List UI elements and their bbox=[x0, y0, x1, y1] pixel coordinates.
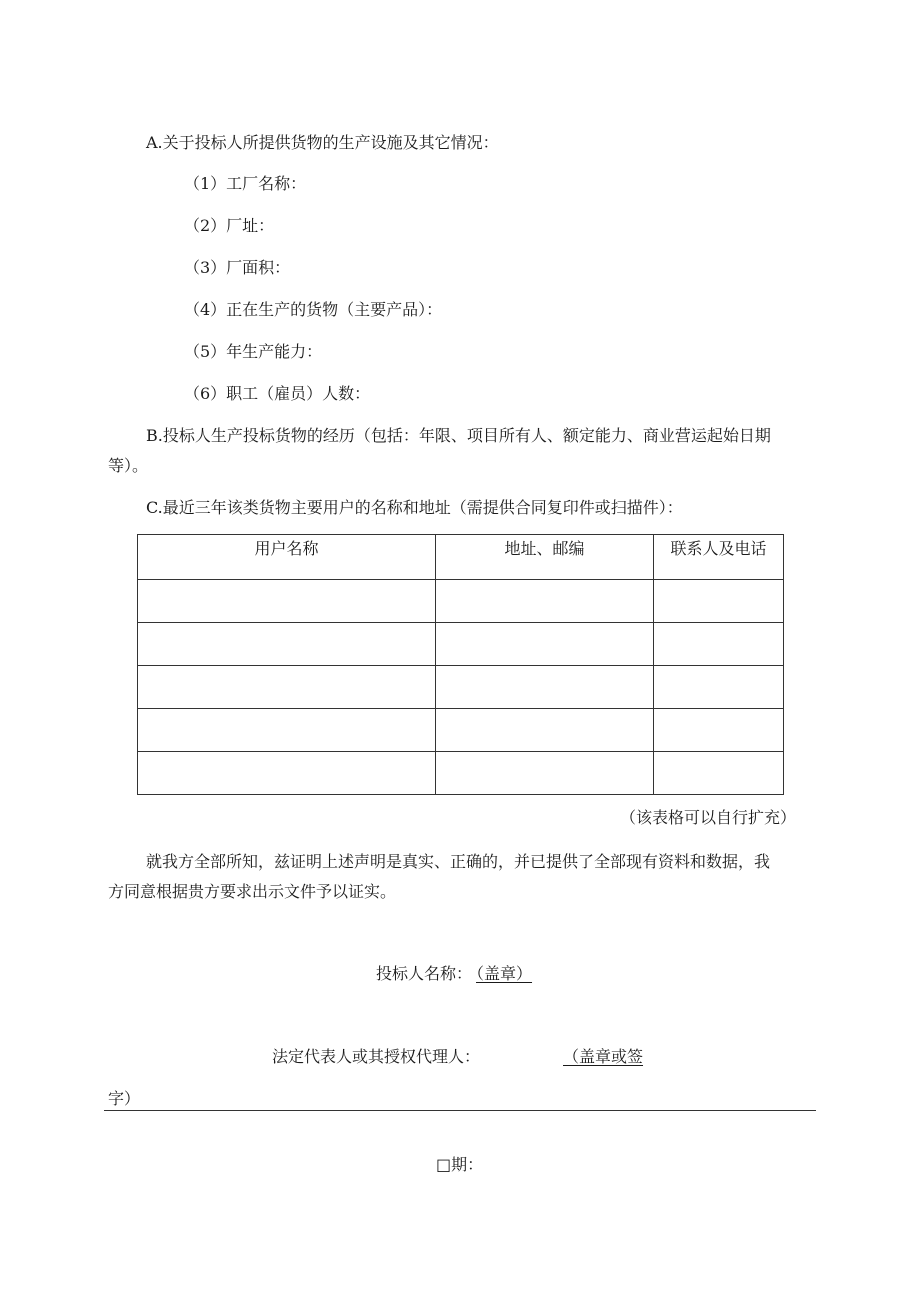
table-cell bbox=[138, 752, 436, 795]
table-row bbox=[138, 623, 784, 666]
section-b-line-1: B.投标人生产投标货物的经历（包括：年限、项目所有人、额定能力、商业营运起始日期 bbox=[146, 426, 771, 445]
representative-value-cont: 字） bbox=[108, 1089, 141, 1108]
section-a-heading: A.关于投标人所提供货物的生产设施及其它情况： bbox=[146, 133, 499, 152]
table-cell bbox=[654, 623, 784, 666]
table-cell bbox=[436, 580, 654, 623]
section-c-heading: C.最近三年该类货物主要用户的名称和地址（需提供合同复印件或扫描件）： bbox=[146, 498, 683, 517]
table-cell bbox=[138, 580, 436, 623]
table-row bbox=[138, 752, 784, 795]
representative-value: （盖章或签 bbox=[563, 1047, 644, 1066]
item-staff-count: （6）职工（雇员）人数： bbox=[184, 384, 371, 403]
item-products: （4）正在生产的货物（主要产品）： bbox=[184, 300, 443, 319]
table-cell bbox=[654, 666, 784, 709]
bidder-name-field bbox=[376, 964, 536, 984]
table-cell bbox=[436, 666, 654, 709]
table-cell bbox=[654, 580, 784, 623]
table-row bbox=[138, 580, 784, 623]
section-b-line-2: 等）。 bbox=[108, 456, 149, 475]
date-label: □期： bbox=[436, 1155, 484, 1174]
bidder-name-value: （盖章） bbox=[476, 964, 533, 983]
col-user-name: 用户名称 bbox=[138, 535, 436, 580]
table-cell bbox=[436, 752, 654, 795]
declaration-line-1: 就我方全部所知，兹证明上述声明是真实、正确的，并已提供了全部现有资料和数据，我 bbox=[146, 852, 771, 871]
signature-rule bbox=[104, 1110, 816, 1111]
representative-label: 法定代表人或其授权代理人： bbox=[272, 1047, 481, 1066]
table-cell bbox=[138, 666, 436, 709]
declaration-line-2: 方同意根据贵方要求出示文件予以证实。 bbox=[108, 882, 397, 901]
table-row bbox=[138, 709, 784, 752]
item-factory-address: （2）厂址： bbox=[184, 216, 275, 235]
table-cell bbox=[138, 623, 436, 666]
table-row bbox=[138, 666, 784, 709]
table-cell bbox=[654, 709, 784, 752]
item-factory-name: （1）工厂名称： bbox=[184, 174, 307, 193]
table-cell bbox=[654, 752, 784, 795]
table-cell bbox=[138, 709, 436, 752]
col-contact-phone: 联系人及电话 bbox=[654, 535, 784, 580]
table-cell bbox=[436, 623, 654, 666]
item-annual-capacity: （5）年生产能力： bbox=[184, 342, 323, 361]
users-table bbox=[137, 534, 784, 795]
col-address-zip: 地址、邮编 bbox=[436, 535, 654, 580]
table-expand-note: （该表格可以自行扩充） bbox=[620, 808, 797, 827]
item-factory-area: （3）厂面积： bbox=[184, 258, 291, 277]
table-header-row bbox=[138, 535, 784, 580]
table-cell bbox=[436, 709, 654, 752]
bidder-name-label: 投标人名称： bbox=[376, 964, 473, 983]
